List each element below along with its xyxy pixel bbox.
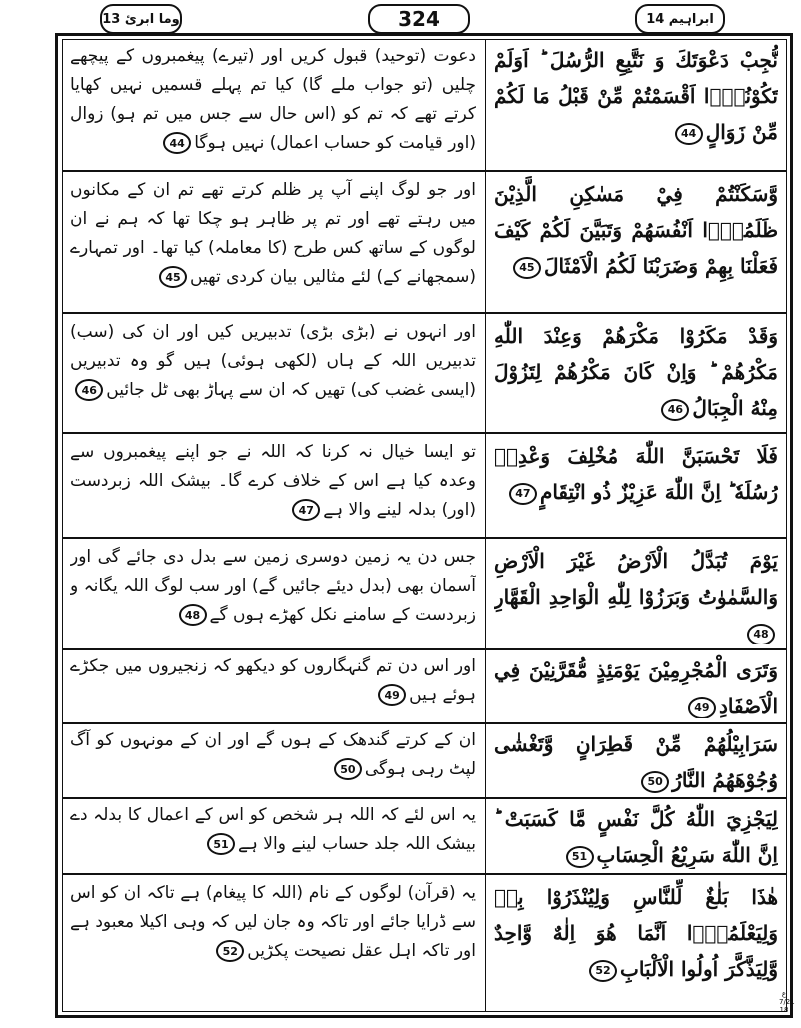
surah-name-header	[635, 4, 725, 34]
verse-number-47: 47	[509, 483, 537, 505]
verse-number-52-urdu: 52	[216, 940, 244, 962]
verse-number-49: 49	[688, 697, 716, 719]
verse-number-47-urdu: 47	[292, 499, 320, 521]
arabic-verse-48: يَوْمَ تُبَدَّلُ الْاَرْضُ غَيْرَ الْاَرْضِ وَالسَّمٰوٰتُ وَبَرَزُوْا لِلّٰهِ الْوَاحِدِ الْقَهَّارِ48	[494, 543, 778, 644]
verse-number-52: 52	[589, 960, 617, 982]
arabic-verse-46: وَقَدْ مَكَرُوْا مَكْرَهُمْ وَعِنْدَ اللّٰهِ مَكْرُهُمْ ؕ وَاِنْ كَانَ مَكْرُهُمْ لِتَزُوْلَ مِنْهُ الْجِبَالُ46	[494, 324, 778, 420]
urdu-translation-48: جس دن یہ زمین دوسری زمین سے بدل دی جائے گی اور آسمان بھی (بدل دیئے جائیں گے) اور سب لوگ اللہ یگانہ و زبردست کے سامنے نکل کھڑے ہوں گے48	[70, 547, 476, 625]
urdu-translation-52: یہ (قرآن) لوگوں کے نام (اللہ کا پیغام) ہے تاکہ ان کو اس سے ڈرایا جائے اور تاکہ وہ جان لیں کہ وہی اکیلا معبود ہے اور تاکہ اہل عقل نصیحت پکڑیں52	[70, 883, 476, 961]
urdu-translation-47: تو ایسا خیال نہ کرنا کہ اللہ نے جو اپنے پیغمبروں سے وعدہ کیا ہے اس کے خلاف کرے گا۔ بیشک اللہ زبردست (اور) بدلہ لینے والا ہے47	[70, 442, 476, 520]
verse-number-48: 48	[747, 624, 775, 645]
row-divider	[62, 722, 787, 724]
row-divider	[62, 170, 787, 172]
row-divider	[62, 648, 787, 650]
arabic-verse-47: فَلَا تَحْسَبَنَّ اللّٰهَ مُخْلِفَ وَعْدِهٖ رُسُلَهٗ ؕ اِنَّ اللّٰهَ عَزِيْزٌ ذُو انْتِقَامٍ47	[494, 444, 778, 504]
row-divider	[62, 432, 787, 434]
urdu-translation-46: اور انہوں نے (بڑی بڑی) تدبیریں کیں اور ان کی (سب) تدبیریں اللہ کے ہاں (لکھی ہوئی) ہیں گو وہ تدبیریں (ایسی غضب کی) تھیں کہ ان سے پہاڑ بھی ٹل جائیں46	[70, 322, 476, 400]
urdu-translation-50: ان کے کرتے گندھک کے ہوں گے اور ان کے مونہوں کو آگ لپٹ رہی ہوگی50	[70, 730, 476, 779]
row-divider	[62, 312, 787, 314]
verse-number-48-urdu: 48	[179, 604, 207, 626]
para-name-text: وما ابرئ 13	[102, 11, 180, 27]
arabic-verse-45: وَّسَكَنْتُمْ فِيْ مَسٰكِنِ الَّذِيْنَ ظَلَمُوْۤا اَنْفُسَهُمْ وَتَبَيَّنَ لَكُمْ كَيْفَ فَعَلْنَا بِهِمْ وَضَرَبْنَا لَكُمُ الْاَمْثَالَ45	[494, 182, 778, 278]
row-divider	[62, 537, 787, 539]
verse-number-45-urdu: 45	[159, 266, 187, 288]
row-divider	[62, 797, 787, 799]
verse-number-49-urdu: 49	[378, 684, 406, 706]
arabic-verse-49: وَتَرَى الْمُجْرِمِيْنَ يَوْمَئِذٍ مُّقَرَّنِيْنَ فِي الْاَصْفَادِ49	[494, 658, 778, 718]
arabic-verse-52: هٰذَا بَلٰغٌ لِّلنَّاسِ وَلِيُنْذَرُوْا بِهٖ وَلِيَعْلَمُوْۤا اَنَّمَا هُوَ اِلٰهٌ وَّاحِدٌ وَّلِيَذَّكَّرَ اُولُوا الْاَلْبَابِ52	[494, 885, 778, 981]
arabic-verse-50: سَرَابِيْلُهُمْ مِّنْ قَطِرَانٍ وَّتَغْشٰى وُجُوْهَهُمُ النَّارُ50	[494, 732, 778, 792]
ruku-marker: ع 7/21 18	[779, 990, 795, 1014]
page-number-header	[368, 4, 470, 34]
arabic-verse-51: لِيَجْزِيَ اللّٰهُ كُلَّ نَفْسٍ مَّا كَسَبَتْ ؕ اِنَّ اللّٰهَ سَرِيْعُ الْحِسَابِ51	[494, 807, 778, 867]
para-name-header	[100, 4, 182, 34]
urdu-translation-49: اور اس دن تم گنہگاروں کو دیکھو کہ زنجیروں میں جکڑے ہوئے ہیں49	[70, 656, 476, 705]
page-number-text: 324	[398, 7, 440, 31]
verse-number-45: 45	[513, 257, 541, 279]
row-divider	[62, 873, 787, 875]
verse-number-46-urdu: 46	[75, 379, 103, 401]
verse-number-50: 50	[641, 771, 669, 793]
column-divider	[485, 39, 486, 1012]
urdu-translation-51: یہ اس لئے کہ اللہ ہر شخص کو اس کے اعمال کا بدلہ دے بیشک اللہ جلد حساب لینے والا ہے51	[70, 805, 476, 854]
arabic-verse-44: نُّجِبْ دَعْوَتَكَ وَ نَتَّبِعِ الرُّسُلَ ؕ اَوَلَمْ تَكُوْنُوْۤا اَقْسَمْتُمْ مِّنْ قَبْلُ مَا لَكُمْ مِّنْ زَوَالٍ44	[494, 48, 778, 144]
urdu-translation-44: دعوت (توحید) قبول کریں اور (تیرے) پیغمبروں کے پیچھے چلیں (تو جواب ملے گا) کیا تم پہلے قسمیں نہیں کھایا کرتے تھے کہ تم کو (اس حال سے جس میں تم ہو) زوال (اور قیامت کو حساب اعمال) نہیں ہوگا44	[70, 46, 476, 153]
verse-number-51-urdu: 51	[207, 833, 235, 855]
urdu-translation-45: اور جو لوگ اپنے آپ پر ظلم کرتے تھے تم ان کے مکانوں میں رہتے تھے اور تم پر ظاہر ہو چکا تھا کہ ہم نے ان لوگوں کے ساتھ کس طرح (کا معاملہ) کیا تھا۔ اور تمہارے (سمجھانے کے) لئے مثالیں بیان کردی تھیں45	[70, 180, 476, 287]
verse-number-46: 46	[661, 399, 689, 421]
surah-name-text: ابراہیم 14	[646, 11, 714, 27]
verse-number-44: 44	[675, 123, 703, 145]
verse-number-51: 51	[566, 846, 594, 868]
verse-number-50-urdu: 50	[334, 758, 362, 780]
verse-number-44-urdu: 44	[163, 132, 191, 154]
